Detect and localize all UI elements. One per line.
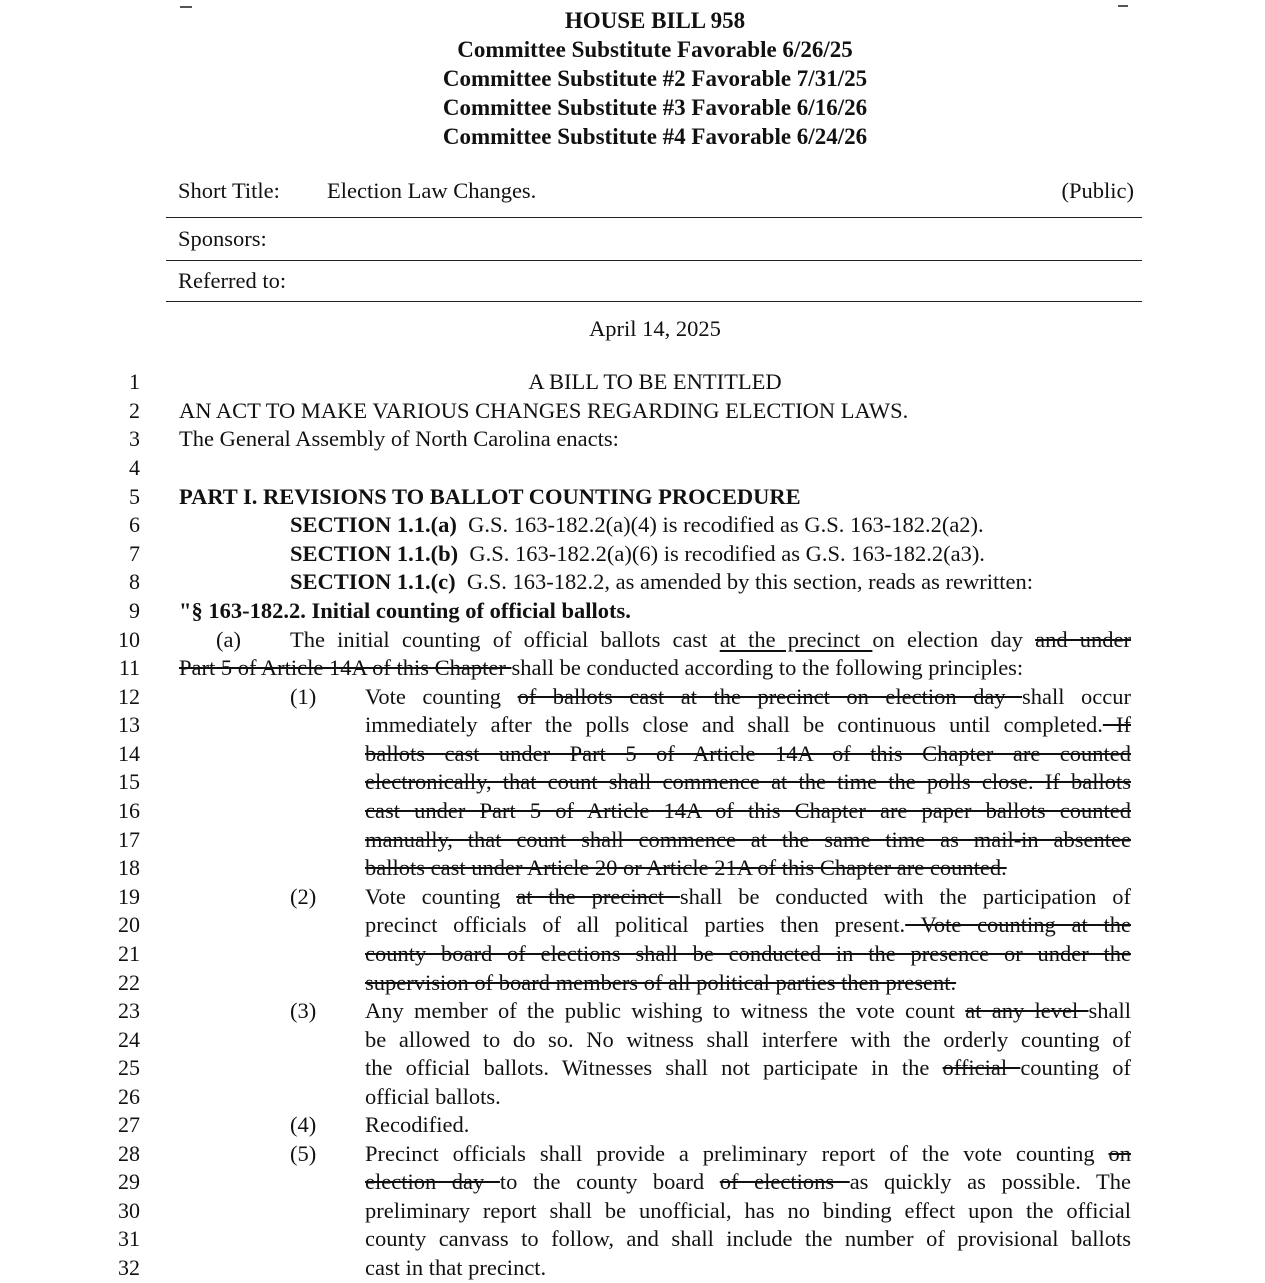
line-number: 9 bbox=[129, 598, 140, 623]
section-label: SECTION 1.1.(c) bbox=[290, 569, 456, 594]
text-line: cast in that precinct. bbox=[365, 1255, 547, 1280]
line-number: 32 bbox=[118, 1255, 140, 1280]
line-number: 19 bbox=[118, 884, 140, 909]
text-run: as quickly as possible. The bbox=[849, 1169, 1132, 1194]
text-line bbox=[179, 654, 1023, 683]
line-number: 2 bbox=[129, 398, 140, 423]
text-line bbox=[290, 626, 1131, 655]
deleted-text: electronically, that count shall commence at the time the polls close. If ballots bbox=[365, 769, 1131, 794]
text-run: shall occur bbox=[1022, 684, 1131, 709]
bill-heading: A BILL TO BE ENTITLED bbox=[528, 369, 782, 394]
line-number: 16 bbox=[118, 798, 140, 823]
text-run: shall be conducted according to the following principles: bbox=[511, 655, 1024, 680]
line-number: 31 bbox=[118, 1226, 140, 1251]
section-line bbox=[290, 568, 1033, 597]
divider bbox=[166, 260, 1142, 261]
line-number: 3 bbox=[129, 426, 140, 451]
deleted-text: of elections bbox=[719, 1169, 850, 1194]
deleted-text: at any level bbox=[965, 998, 1089, 1023]
deleted-text: cast under Part 5 of Article 14A of this Chapter are paper ballots counted bbox=[365, 798, 1131, 823]
item-marker: (3) bbox=[290, 998, 317, 1023]
text-line bbox=[365, 1140, 1131, 1169]
deleted-text: county board of elections shall be conducted in the presence or under the bbox=[365, 941, 1131, 966]
sponsors-label: Sponsors: bbox=[178, 226, 267, 251]
item-marker: (2) bbox=[290, 884, 317, 909]
section-line bbox=[290, 540, 985, 569]
deleted-text: manually, that count shall commence at the same time as mail-in absentee bbox=[365, 827, 1131, 852]
line-number: 13 bbox=[118, 712, 140, 737]
text-line bbox=[365, 1054, 1131, 1083]
deleted-text: ballots cast under Article 20 or Article 21A of this Chapter are counted. bbox=[365, 855, 1007, 880]
text-line: official ballots. bbox=[365, 1084, 501, 1109]
section-text: G.S. 163-182.2(a)(4) is recodified as G.S. 163-182.2(a2). bbox=[468, 512, 984, 537]
line-number: 7 bbox=[129, 541, 140, 566]
enacting-clause: The General Assembly of North Carolina enacts: bbox=[179, 426, 619, 451]
text-line bbox=[365, 997, 1131, 1026]
text-line bbox=[365, 797, 1131, 826]
line-number: 27 bbox=[118, 1112, 140, 1137]
text-run: precinct officials of all political parties then present. bbox=[365, 912, 906, 937]
text-line bbox=[365, 940, 1131, 969]
text-line bbox=[365, 969, 956, 998]
section-label: SECTION 1.1.(a) bbox=[290, 512, 457, 537]
bill-number: HOUSE BILL 958 bbox=[564, 8, 746, 33]
line-number: 29 bbox=[118, 1169, 140, 1194]
item-marker: (1) bbox=[290, 684, 317, 709]
text-run: Vote counting bbox=[365, 684, 518, 709]
text-run: The initial counting of official ballots cast bbox=[290, 627, 720, 652]
line-number: 14 bbox=[118, 741, 140, 766]
text-line: be allowed to do so. No witness shall interfere with the orderly counting of bbox=[365, 1027, 1131, 1052]
line-number: 6 bbox=[129, 512, 140, 537]
subsection-marker: (a) bbox=[216, 627, 241, 652]
deleted-text: official bbox=[942, 1055, 1021, 1080]
line-number: 4 bbox=[129, 455, 140, 480]
bill-header bbox=[0, 6, 1265, 151]
substitute-line: Committee Substitute Favorable 6/26/25 bbox=[457, 37, 853, 62]
statute-heading: "§ 163-182.2. Initial counting of official ballots. bbox=[179, 598, 631, 623]
inserted-text: at the precinct bbox=[719, 627, 873, 652]
line-number: 5 bbox=[129, 484, 140, 509]
text-run: on election day bbox=[872, 627, 1036, 652]
text-line bbox=[365, 883, 1131, 912]
line-number: 20 bbox=[118, 912, 140, 937]
line-number: 18 bbox=[118, 855, 140, 880]
text-run: to the county board bbox=[499, 1169, 720, 1194]
text-line bbox=[365, 1168, 1131, 1197]
line-number: 17 bbox=[118, 827, 140, 852]
text-line: Recodified. bbox=[365, 1112, 470, 1137]
text-run: Precinct officials shall provide a preliminary report of the vote counting bbox=[365, 1141, 1109, 1166]
text-line: county canvass to follow, and shall include the number of provisional ballots bbox=[365, 1226, 1131, 1251]
substitute-line: Committee Substitute #2 Favorable 7/31/25 bbox=[442, 66, 868, 91]
part-heading: PART I. REVISIONS TO BALLOT COUNTING PROCEDURE bbox=[179, 484, 801, 509]
public-badge: (Public) bbox=[1061, 178, 1134, 203]
section-text: G.S. 163-182.2, as amended by this section, reads as rewritten: bbox=[466, 569, 1034, 594]
section-label: SECTION 1.1.(b) bbox=[290, 541, 459, 566]
text-line bbox=[365, 683, 1131, 712]
short-title: Election Law Changes. bbox=[327, 178, 537, 203]
deleted-text: election day bbox=[365, 1169, 500, 1194]
deleted-text: at the precinct bbox=[516, 884, 680, 909]
line-number: 1 bbox=[129, 369, 140, 394]
divider bbox=[166, 217, 1142, 218]
divider bbox=[166, 301, 1142, 302]
text-run: Any member of the public wishing to witness the vote count bbox=[365, 998, 966, 1023]
line-number: 24 bbox=[118, 1027, 140, 1052]
text-line bbox=[365, 854, 1007, 883]
section-text: G.S. 163-182.2(a)(6) is recodified as G.S. 163-182.2(a3). bbox=[469, 541, 985, 566]
substitute-line: Committee Substitute #4 Favorable 6/24/26 bbox=[442, 124, 868, 149]
text-line bbox=[365, 740, 1131, 769]
deleted-text: Part 5 of Article 14A of this Chapter bbox=[179, 655, 512, 680]
deleted-text: If bbox=[1102, 712, 1131, 737]
line-number: 26 bbox=[118, 1084, 140, 1109]
substitute-line: Committee Substitute #3 Favorable 6/16/26 bbox=[442, 95, 868, 120]
text-run: immediately after the polls close and shall be continuous until completed. bbox=[365, 712, 1103, 737]
line-number: 22 bbox=[118, 970, 140, 995]
text-run: the official ballots. Witnesses shall not participate in the bbox=[365, 1055, 943, 1080]
line-number: 23 bbox=[118, 998, 140, 1023]
text-run: shall be conducted with the participation of bbox=[679, 884, 1131, 909]
deleted-text: on bbox=[1108, 1141, 1131, 1166]
deleted-text: ballots cast under Part 5 of Article 14A of this Chapter are counted bbox=[365, 741, 1131, 766]
text-line bbox=[365, 911, 1131, 940]
line-number: 8 bbox=[129, 569, 140, 594]
text-run: Vote counting bbox=[365, 884, 517, 909]
line-number: 10 bbox=[118, 627, 140, 652]
section-line bbox=[290, 511, 984, 540]
deleted-text: of ballots cast at the precinct on election day bbox=[517, 684, 1023, 709]
item-marker: (4) bbox=[290, 1112, 317, 1137]
line-number: 25 bbox=[118, 1055, 140, 1080]
text-line bbox=[365, 711, 1131, 740]
deleted-text: supervision of board members of all political parties then present. bbox=[365, 970, 957, 995]
text-run: counting of bbox=[1020, 1055, 1131, 1080]
referred-label: Referred to: bbox=[178, 268, 287, 293]
text-line bbox=[365, 768, 1131, 797]
line-number: 28 bbox=[118, 1141, 140, 1166]
text-run: shall bbox=[1088, 998, 1131, 1023]
bill-date: April 14, 2025 bbox=[589, 316, 721, 341]
deleted-text: and under bbox=[1035, 627, 1131, 652]
item-marker: (5) bbox=[290, 1141, 317, 1166]
act-title: AN ACT TO MAKE VARIOUS CHANGES REGARDING ELECTION LAWS. bbox=[179, 398, 909, 423]
line-number: 30 bbox=[118, 1198, 140, 1223]
short-title-label: Short Title: bbox=[178, 178, 280, 203]
line-number: 12 bbox=[118, 684, 140, 709]
line-number: 21 bbox=[118, 941, 140, 966]
deleted-text: Vote counting at the bbox=[905, 912, 1131, 937]
text-line: preliminary report shall be unofficial, has no binding effect upon the official bbox=[365, 1198, 1131, 1223]
line-number: 11 bbox=[118, 655, 140, 680]
line-number: 15 bbox=[118, 769, 140, 794]
text-line bbox=[365, 826, 1131, 855]
